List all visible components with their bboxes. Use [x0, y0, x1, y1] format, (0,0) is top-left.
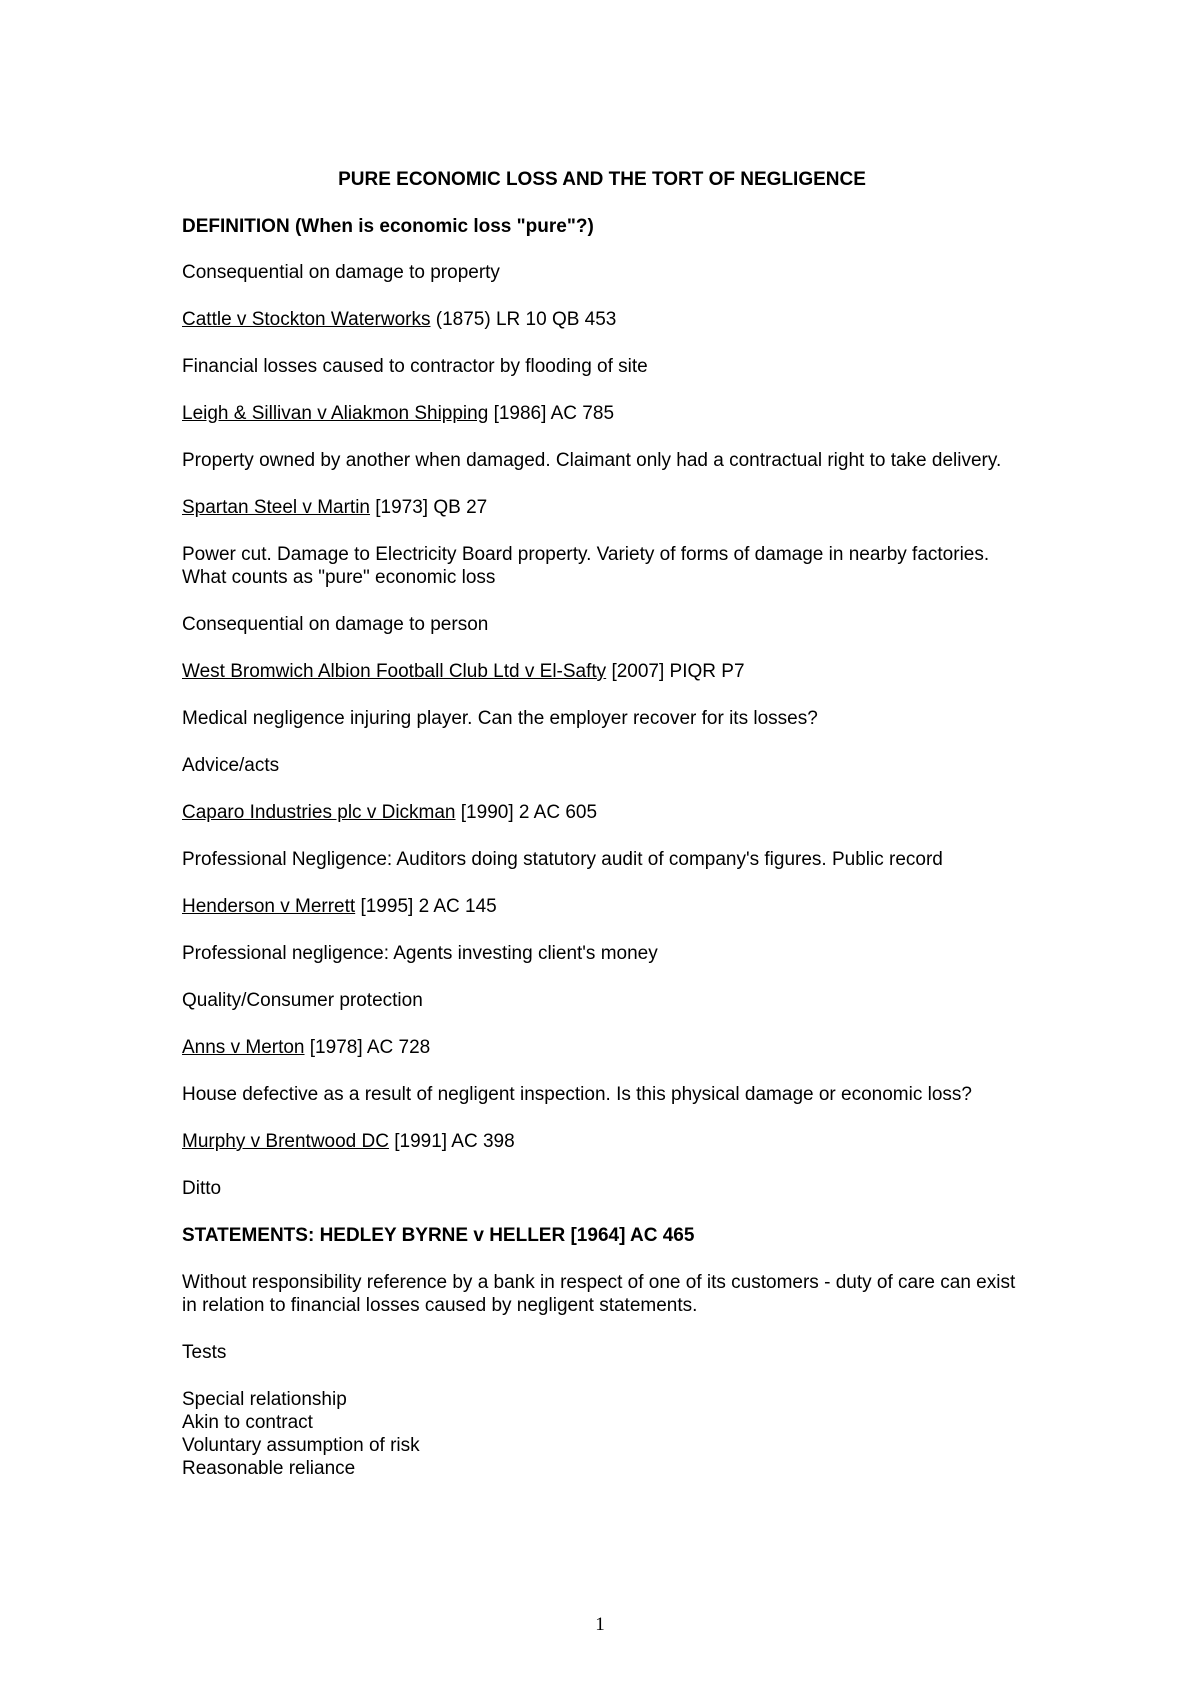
case-note: House defective as a result of negligent inspection. Is this physical damage or economic loss? [182, 1084, 972, 1105]
page-number: 1 [595, 1614, 605, 1635]
case-citation [182, 660, 1022, 683]
document-body [182, 168, 1022, 1480]
case-name: Caparo Industries plc v Dickman [182, 802, 456, 823]
case-name: Spartan Steel v Martin [182, 497, 370, 518]
tests-list [182, 1388, 1022, 1480]
case-reference: [1995] 2 AC 145 [355, 896, 497, 917]
case-name: Murphy v Brentwood DC [182, 1131, 389, 1152]
section-label-advice: Advice/acts [182, 755, 280, 776]
statements-text: Without responsibility reference by a bank in respect of one of its customers - duty of care can exist in relation to financial losses caused by negligent statements. [182, 1272, 1016, 1316]
case-citation [182, 402, 1022, 425]
list-item: Reasonable reliance [182, 1458, 356, 1479]
case-citation [182, 1130, 1022, 1153]
case-name: West Bromwich Albion Football Club Ltd v El-Safty [182, 661, 607, 682]
section-label-property: Consequential on damage to property [182, 262, 500, 283]
case-name: Cattle v Stockton Waterworks [182, 309, 431, 330]
list-item: Voluntary assumption of risk [182, 1435, 420, 1456]
list-item: Special relationship [182, 1389, 347, 1410]
case-reference: [1991] AC 398 [388, 1131, 515, 1152]
case-note: Ditto [182, 1178, 222, 1199]
section-label-person: Consequential on damage to person [182, 614, 489, 635]
case-reference: [1973] QB 27 [369, 497, 488, 518]
definition-heading: DEFINITION (When is economic loss "pure"?) [182, 216, 594, 237]
case-reference: [2007] PIQR P7 [606, 661, 745, 682]
case-citation [182, 801, 1022, 824]
case-note: Professional Negligence: Auditors doing statutory audit of company's figures. Public record [182, 849, 943, 870]
case-note: Medical negligence injuring player. Can the employer recover for its losses? [182, 708, 818, 729]
tests-label: Tests [182, 1342, 227, 1363]
case-reference: [1990] 2 AC 605 [455, 802, 598, 823]
case-note: Power cut. Damage to Electricity Board property. Variety of forms of damage in nearby factories. What counts as "pure" economic loss [182, 544, 990, 588]
case-citation [182, 1036, 1022, 1059]
document-title: PURE ECONOMIC LOSS AND THE TORT OF NEGLIGENCE [338, 169, 866, 190]
case-citation [182, 308, 1022, 331]
case-note: Property owned by another when damaged. Claimant only had a contractual right to take delivery. [182, 450, 1002, 471]
case-note: Financial losses caused to contractor by flooding of site [182, 356, 648, 377]
case-name: Henderson v Merrett [182, 896, 356, 917]
case-note: Professional negligence: Agents investing client's money [182, 943, 658, 964]
case-reference: (1875) LR 10 QB 453 [430, 309, 617, 330]
case-name: Leigh & Sillivan v Aliakmon Shipping [182, 403, 489, 424]
case-reference: [1986] AC 785 [488, 403, 615, 424]
case-citation [182, 895, 1022, 918]
case-citation [182, 496, 1022, 519]
section-label-quality: Quality/Consumer protection [182, 990, 423, 1011]
case-reference: [1978] AC 728 [304, 1037, 431, 1058]
statements-heading: STATEMENTS: HEDLEY BYRNE v HELLER [1964] AC 465 [182, 1225, 695, 1246]
case-name: Anns v Merton [182, 1037, 305, 1058]
list-item: Akin to contract [182, 1412, 313, 1433]
